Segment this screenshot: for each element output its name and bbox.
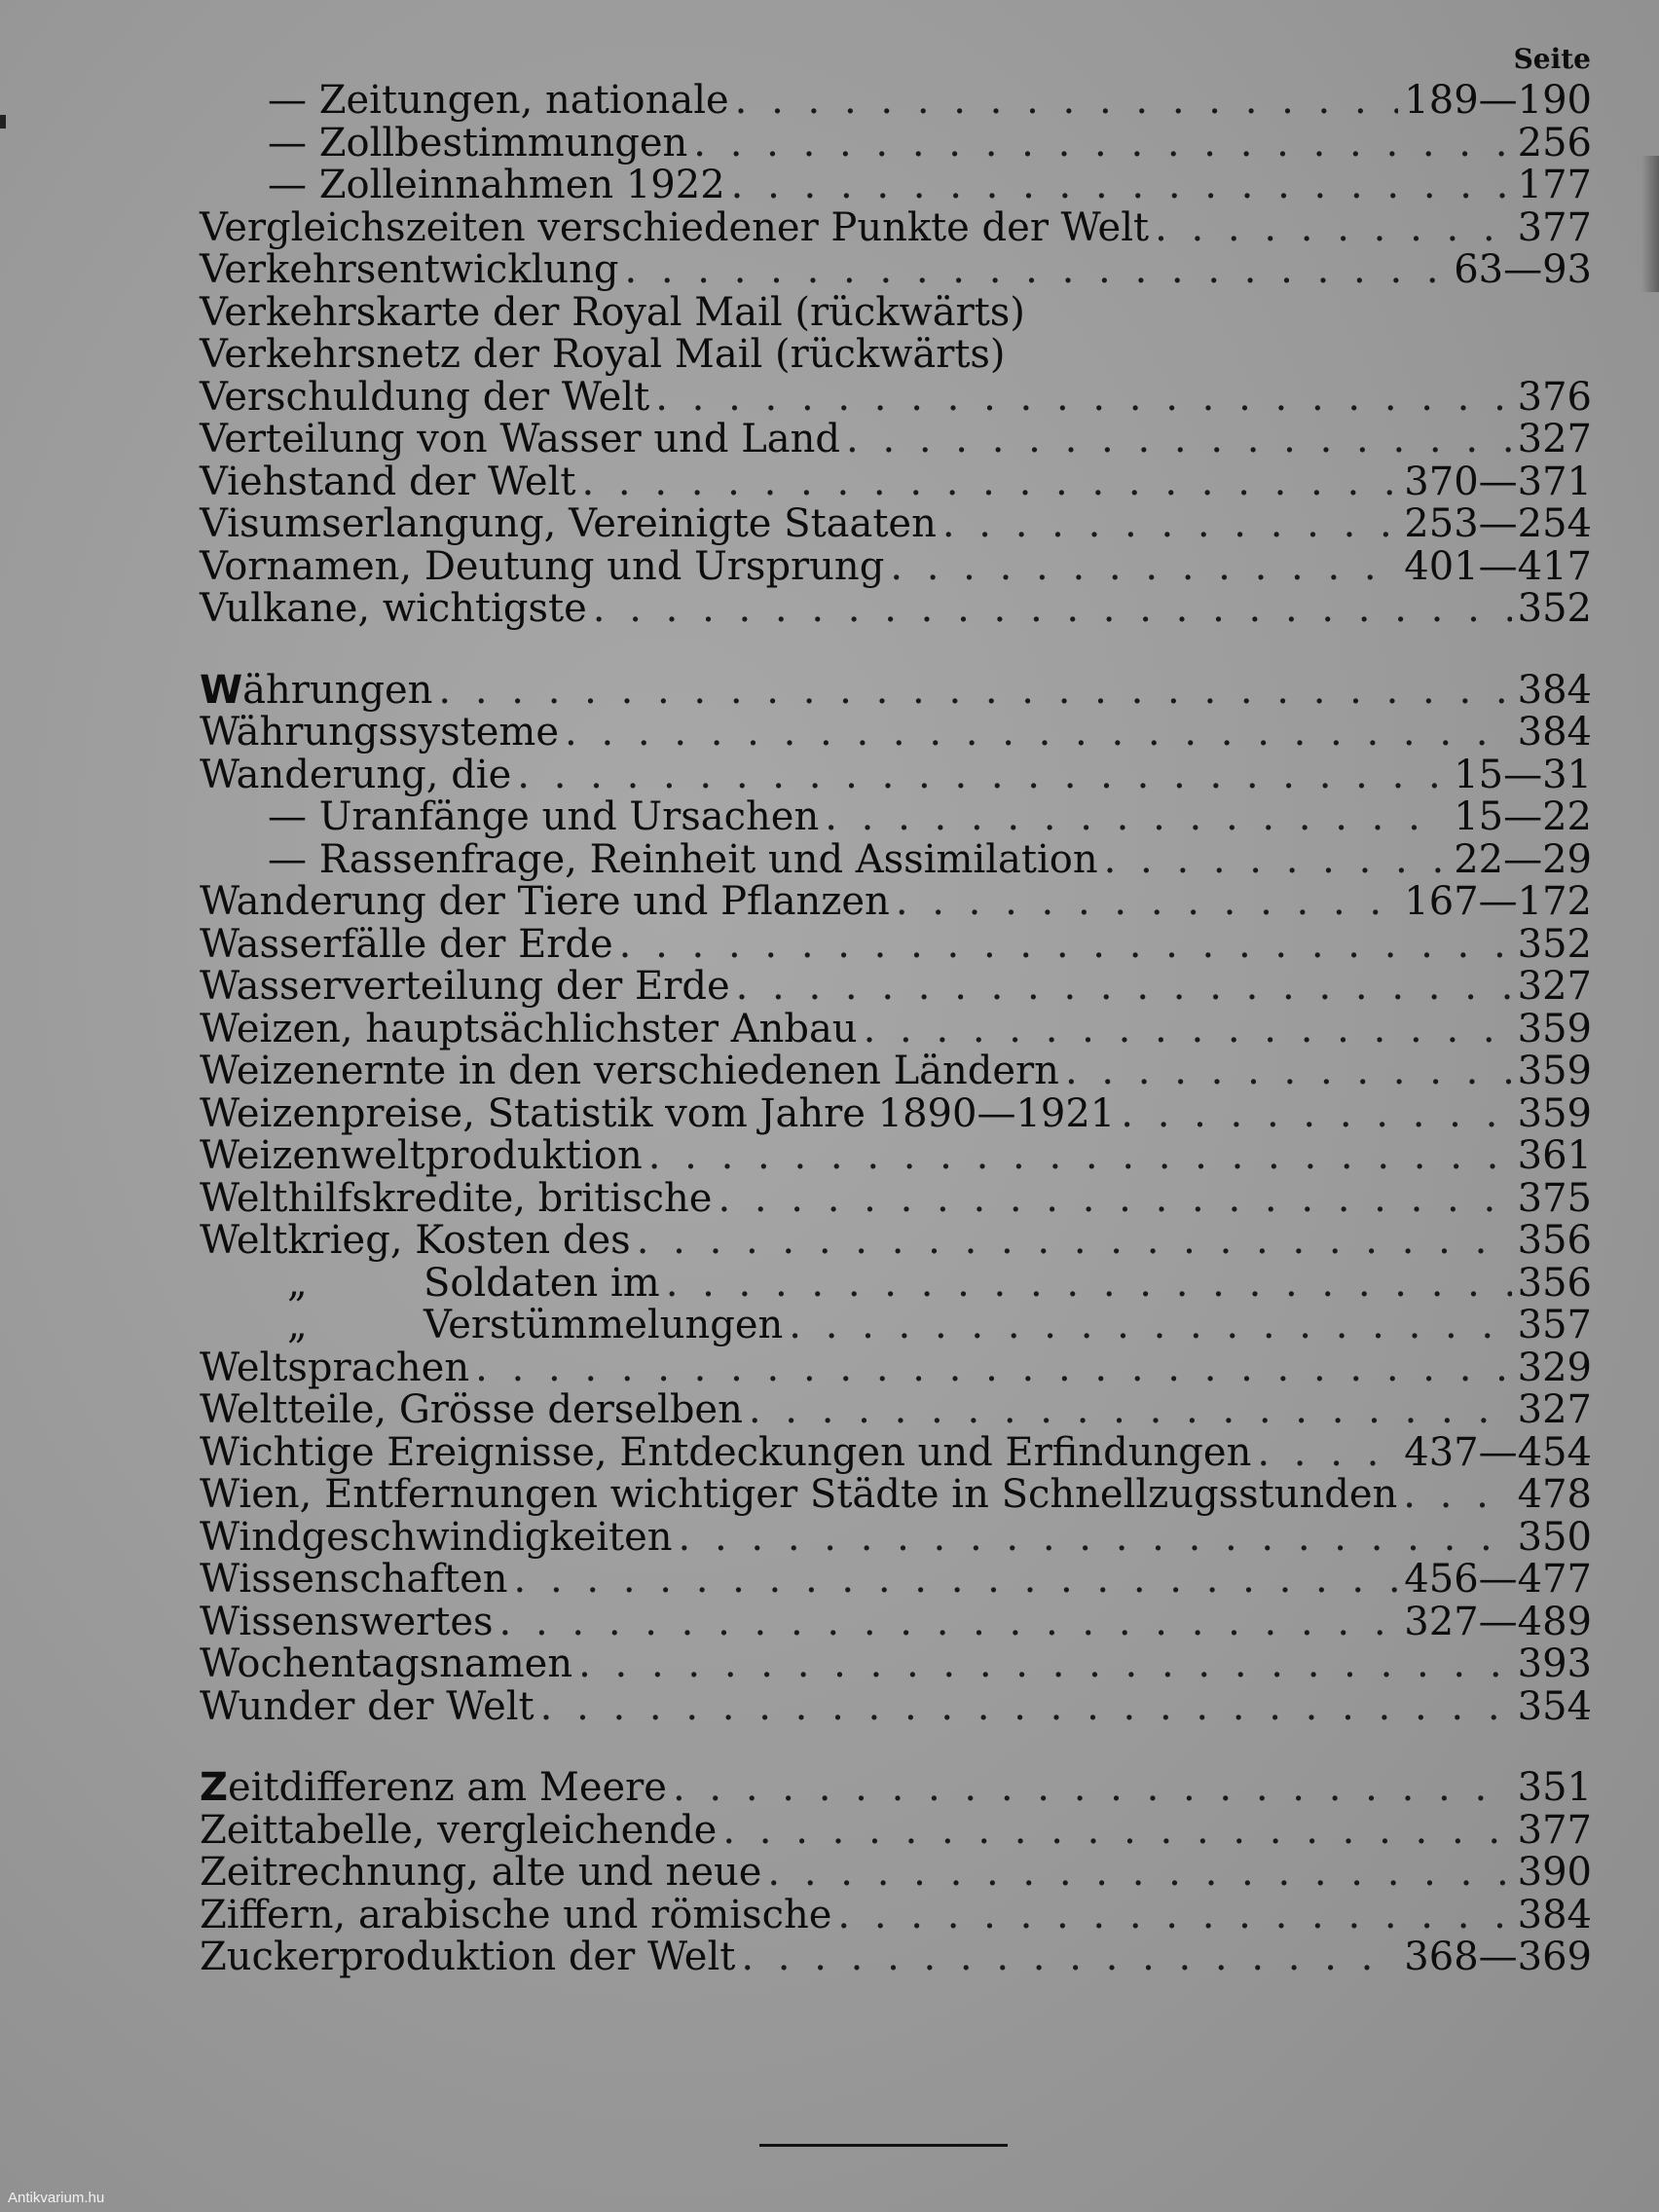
dot-leader [693, 123, 1511, 166]
page-number: 393 [1517, 1641, 1592, 1686]
index-entry [200, 1514, 1592, 1560]
dot-leader [722, 1810, 1511, 1853]
dot-leader [619, 924, 1512, 967]
dot-leader [1155, 207, 1512, 250]
page-number: 384 [1517, 710, 1592, 755]
index-entry [200, 165, 1592, 207]
index-entry [200, 1006, 1592, 1051]
page-number: 370—371 [1404, 459, 1592, 504]
index-entry [200, 1852, 1592, 1895]
seite-header: Seite [1513, 43, 1591, 75]
index-entry [200, 374, 1592, 420]
page-number: 354 [1517, 1683, 1592, 1729]
page-number: 375 [1517, 1175, 1592, 1221]
index-entry [200, 120, 1592, 166]
index-entry [200, 1305, 1592, 1347]
entry-label: Zeittabelle, vergleichende [200, 1807, 718, 1853]
entry-label: Wochentagsnamen [200, 1641, 573, 1686]
page-number: 352 [1517, 921, 1592, 967]
entry-label [287, 1305, 783, 1347]
index-entry [200, 588, 1592, 631]
dot-leader [517, 755, 1448, 797]
end-rule [759, 2144, 1008, 2147]
entry-label: Währungssysteme [200, 710, 560, 755]
entry-label-text: Verstümmelungen [424, 1303, 784, 1347]
index-entry [200, 667, 1592, 713]
dot-leader [896, 881, 1398, 924]
entry-label: Weizenweltproduktion [200, 1133, 643, 1178]
index-entry [200, 966, 1592, 1009]
dot-leader [438, 670, 1511, 713]
entry-label: Verkehrskarte der Royal Mail (rückwärts) [200, 289, 1025, 335]
section-gap [200, 1728, 1592, 1767]
page-number: 359 [1517, 1049, 1592, 1093]
page-number: 356 [1517, 1260, 1592, 1306]
entry-label-text: eitdifferenz am Meere [228, 1765, 667, 1810]
entry-label: Wichtige Ereignisse, Entdeckungen und Erfindungen [200, 1429, 1252, 1475]
dot-leader [593, 588, 1512, 631]
dot-leader [846, 419, 1512, 461]
index-entry [200, 1559, 1592, 1602]
entry-label: Vergleichszeiten verschiedener Punkte der Welt [200, 204, 1150, 250]
page-number: 15—22 [1454, 794, 1592, 839]
entry-label: Weltteile, Grösse derselben [200, 1387, 743, 1432]
dot-leader [735, 80, 1399, 123]
entry-label: Wasserverteilung der Erde [200, 964, 730, 1009]
index-entry [200, 881, 1592, 924]
page-number: 361 [1517, 1133, 1592, 1178]
dot-leader [673, 1767, 1512, 1810]
page-number: 384 [1517, 1892, 1592, 1937]
index-entry [200, 1683, 1592, 1729]
index-entry [200, 1389, 1592, 1432]
page-number: 22—29 [1454, 836, 1592, 882]
dot-leader [1257, 1432, 1398, 1475]
entry-label [200, 1767, 667, 1810]
page-number: 327 [1517, 1387, 1592, 1432]
entry-label: Ziffern, arabische und römische [200, 1892, 832, 1937]
dot-leader [581, 461, 1398, 504]
index-entry [200, 712, 1592, 755]
entry-label: Viehstand der Welt [200, 459, 576, 504]
page-number: 359 [1517, 1006, 1592, 1051]
dot-leader [890, 546, 1398, 589]
page-number: 189—190 [1404, 78, 1592, 123]
index-entry [200, 836, 1592, 882]
index-entry [200, 1807, 1592, 1853]
dot-leader [789, 1305, 1511, 1347]
page-number: 456—477 [1404, 1557, 1592, 1602]
entry-label: Wanderung, die [200, 752, 512, 797]
section-gap [200, 631, 1592, 670]
margin-mark [0, 115, 6, 129]
entry-label [200, 667, 433, 713]
entry-label: Wunder der Welt [200, 1683, 535, 1729]
entry-label: Visumserlangung, Vereinigte Staaten [200, 501, 937, 546]
page-number: 359 [1517, 1090, 1592, 1136]
dot-leader [666, 1263, 1512, 1306]
entry-label: Vulkane, wichtigste [200, 586, 587, 631]
index-entry [200, 1643, 1592, 1686]
dot-leader [767, 1852, 1511, 1895]
index-entry [200, 1347, 1592, 1390]
page-number: 327—489 [1404, 1599, 1592, 1644]
dot-leader [837, 1895, 1511, 1937]
index-entry [200, 1936, 1592, 1979]
entry-label: Wien, Entfernungen wichtiger Städte in Schnellzugsstunden [200, 1472, 1398, 1517]
page-number: 357 [1517, 1303, 1592, 1347]
index-entry [200, 752, 1592, 797]
page-number: 376 [1517, 374, 1592, 420]
page-number: 352 [1517, 586, 1592, 631]
dot-leader [736, 966, 1512, 1009]
page-edge-shadow [1641, 156, 1659, 292]
entry-label: Weizenpreise, Statistik vom Jahre 1890—1921 [200, 1090, 1116, 1136]
entry-label: Verkehrsnetz der Royal Mail (rückwärts) [200, 332, 1006, 377]
entry-label: Weizenernte in den verschiedenen Ländern [200, 1049, 1059, 1093]
page-number: 327 [1517, 417, 1592, 461]
page-number: 351 [1517, 1765, 1592, 1810]
dot-leader [1065, 1051, 1512, 1093]
dot-leader [655, 377, 1511, 420]
index-entry [200, 334, 1592, 377]
dot-leader [578, 1643, 1512, 1686]
section-initial: W [200, 667, 243, 713]
dot-leader [514, 1559, 1399, 1602]
entry-label: Verkehrsentwicklung [200, 247, 619, 292]
dot-leader [637, 1220, 1512, 1263]
entry-label: — Zollbestimmungen [268, 120, 688, 166]
index-entry [200, 1175, 1592, 1221]
entry-label: Zuckerproduktion der Welt [200, 1935, 736, 1979]
page-number: 15—31 [1454, 752, 1592, 797]
index-entry [200, 1892, 1592, 1937]
index-entry [200, 289, 1592, 335]
dot-leader [749, 1389, 1512, 1432]
dot-leader [825, 796, 1448, 839]
entry-label: Verschuldung der Welt [200, 374, 650, 420]
index-entry [200, 921, 1592, 967]
entry-label: Zeitrechnung, alte und neue [200, 1850, 762, 1895]
index-entry [200, 1599, 1592, 1644]
section-initial: Z [200, 1765, 229, 1810]
page-number: 329 [1517, 1345, 1592, 1390]
page-number: 253—254 [1404, 501, 1592, 546]
index-entry [200, 80, 1592, 123]
entry-label: Weltkrieg, Kosten des [200, 1218, 631, 1263]
index-entry [200, 796, 1592, 839]
page-number: 390 [1517, 1850, 1592, 1895]
dot-leader [648, 1135, 1512, 1178]
dot-leader [624, 249, 1448, 292]
index-entry [200, 419, 1592, 461]
page-number: 177 [1517, 163, 1592, 207]
page-number: 356 [1517, 1218, 1592, 1263]
index-entry [200, 1767, 1592, 1810]
page-number: 327 [1517, 964, 1592, 1009]
dot-leader [1121, 1093, 1511, 1136]
entry-label: Wanderung der Tiere und Pflanzen [200, 879, 890, 924]
dot-leader [679, 1517, 1512, 1560]
entry-label: — Zolleinnahmen 1922 [268, 163, 725, 207]
index-entry [200, 1429, 1592, 1475]
ditto-mark: „ [287, 1303, 308, 1347]
entry-label: Weltsprachen [200, 1345, 470, 1390]
page-number: 167—172 [1404, 879, 1592, 924]
entry-label-text: ährungen [242, 667, 433, 713]
entry-label: — Rassenfrage, Reinheit und Assimilation [268, 836, 1098, 882]
dot-leader [540, 1686, 1512, 1729]
page-number: 384 [1517, 667, 1592, 713]
index-entry [200, 249, 1592, 292]
page-number: 437—454 [1404, 1429, 1592, 1475]
page-number: 350 [1517, 1514, 1592, 1560]
dot-leader [741, 1936, 1398, 1979]
entry-label: Welthilfskredite, britische [200, 1175, 713, 1221]
index-entry [200, 1220, 1592, 1263]
dot-leader [718, 1178, 1511, 1221]
entry-label: Wasserfälle der Erde [200, 921, 613, 967]
entry-label: Verteilung von Wasser und Land [200, 417, 841, 461]
entry-label: Vornamen, Deutung und Ursprung [200, 543, 885, 589]
index-entry [200, 1260, 1592, 1306]
index-list [200, 80, 1592, 1979]
index-entry [200, 461, 1592, 504]
index-entry [200, 1051, 1592, 1093]
entry-label: Wissenschaften [200, 1557, 508, 1602]
index-entry [200, 1474, 1592, 1517]
index-entry [200, 503, 1592, 546]
entry-label [287, 1260, 660, 1306]
index-entry [200, 1090, 1592, 1136]
entry-label: — Zeitungen, nationale [268, 78, 729, 123]
entry-label: Windgeschwindigkeiten [200, 1514, 673, 1560]
entry-label: — Uranfänge und Ursachen [268, 794, 820, 839]
watermark: Antikvarium.hu [8, 2190, 105, 2206]
page-number: 401—417 [1404, 543, 1592, 589]
dot-leader [475, 1347, 1512, 1390]
index-entry [200, 543, 1592, 589]
page-number: 63—93 [1454, 247, 1592, 292]
dot-leader [942, 503, 1398, 546]
dot-leader [499, 1602, 1399, 1644]
page-number: 368—369 [1404, 1935, 1592, 1979]
dot-leader [1403, 1474, 1511, 1517]
index-entry [200, 1135, 1592, 1178]
page-number: 377 [1517, 1807, 1592, 1853]
page-number: 377 [1517, 204, 1592, 250]
dot-leader [1104, 839, 1449, 882]
ditto-mark: „ [287, 1260, 308, 1306]
page-number: 478 [1517, 1472, 1592, 1517]
dot-leader [864, 1009, 1512, 1051]
dot-leader [565, 712, 1512, 755]
page-number: 256 [1517, 120, 1592, 166]
index-entry [200, 204, 1592, 250]
entry-label: Wissenswertes [200, 1599, 494, 1644]
entry-label-text: Soldaten im [424, 1260, 660, 1306]
dot-leader [731, 165, 1512, 207]
entry-label: Weizen, hauptsächlichster Anbau [200, 1006, 858, 1051]
